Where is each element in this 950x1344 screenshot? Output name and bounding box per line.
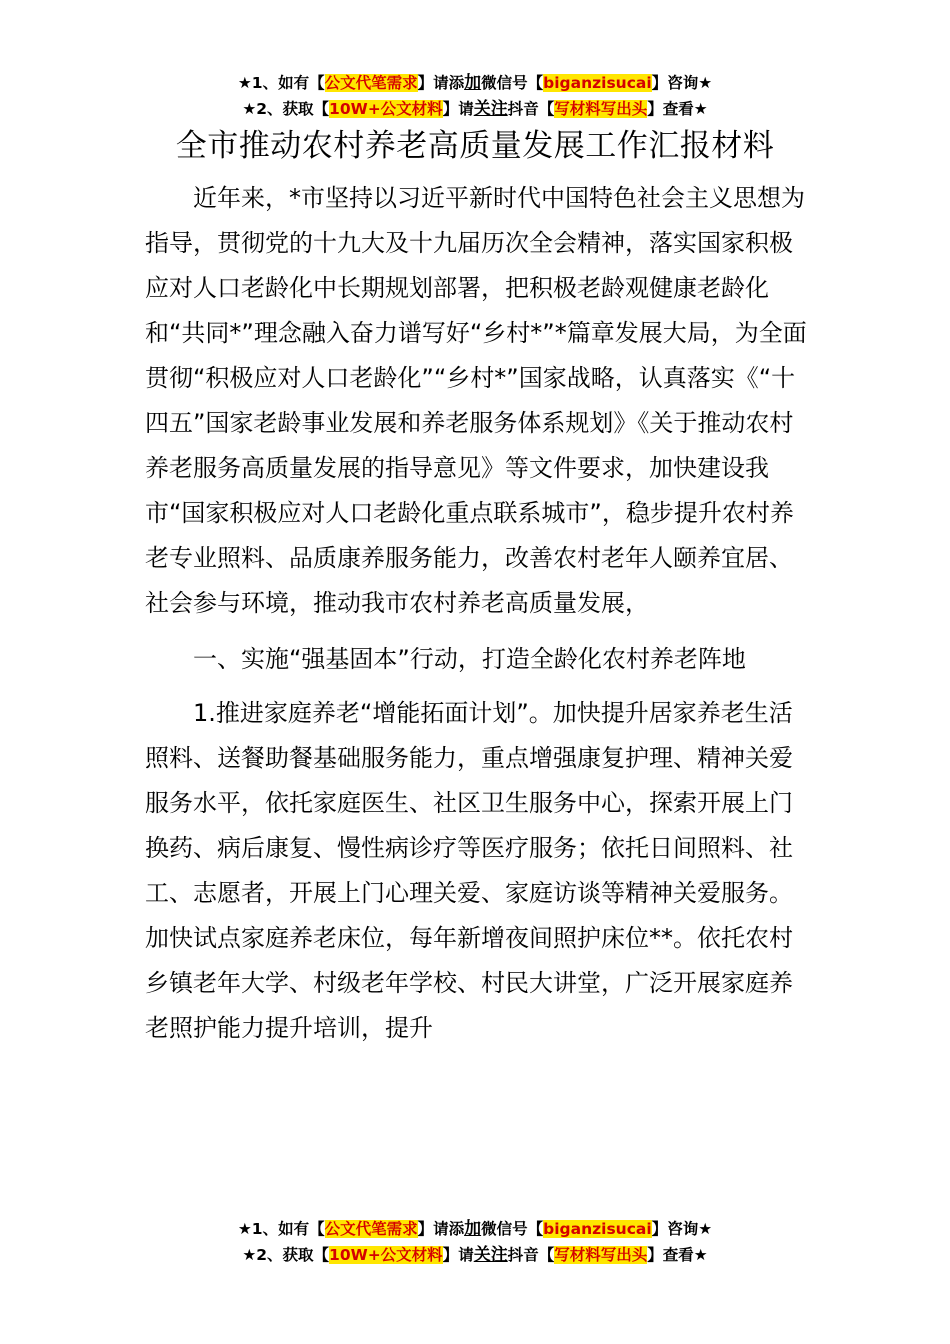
promo-text: 】咨询 — [651, 74, 699, 92]
document-title: 全市推动农村养老高质量发展工作汇报材料 — [175, 128, 775, 164]
promo-highlight-douyin: 写材料写出头 — [554, 1246, 648, 1264]
item-paragraph: 1.推进家庭养老“增能拓面计划”。加快提升居家养老生活照料、送餐助餐基础服务能力，重点增强康复护理、精神关爱服务水平，依托家庭医生、社区卫生服务中心，探索开展上门换药、病后康复、慢性病诊疗等医疗服务；依托日间照料、社工、志愿者，开展上门心理关爱、家庭访谈等精神关爱服务。加快试点家庭养老床位，每年新增夜间照护床位**。依托农村乡镇老年大学、村级老年学校、村民大讲堂，广泛开展家庭养老照护能力提升培训，提升 — [145, 699, 793, 1042]
promo-emphasis: 关注 — [473, 1245, 508, 1265]
promo-highlight-douyin: 写材料写出头 — [554, 100, 648, 118]
promo-text: 1、如有【 — [251, 74, 325, 92]
promo-text: 1、如有【 — [251, 1220, 325, 1238]
intro-paragraph: 近年来，*市坚持以习近平新时代中国特色社会主义思想为指导，贯彻党的十九大及十九届历次全会精神，落实国家积极应对人口老龄化中长期规划部署，把积极老龄观健康老龄化和“共同*”理念融入奋力谱写好“乡村*”*篇章发展大局，为全面贯彻“积极应对人口老龄化”“乡村*”国家战略，认真落实《“十四五”国家老龄事业发展和养老服务体系规划》《关于推动农村养老服务高质量发展的指导意见》等文件要求，加快建设我市“国家积极应对人口老龄化重点联系城市”，稳步提升农村养老专业照料、品质康养服务能力，改善农村老年人颐养宜居、社会参与环境，推动我市农村养老高质量发展， — [145, 184, 807, 617]
star-icon: ★ — [693, 1246, 708, 1264]
section-heading: 一、实施“强基固本”行动，打造全龄化农村养老阵地 — [193, 645, 746, 673]
promo-text: 】请 — [442, 1246, 474, 1264]
star-icon: ★ — [698, 74, 713, 92]
top-promo-banner — [0, 70, 950, 122]
promo-highlight: 公文代笔需求 — [324, 74, 418, 92]
bottom-promo-banner — [0, 1216, 950, 1268]
promo-text: 2、获取【 — [256, 100, 330, 118]
promo-line-1 — [0, 1216, 950, 1242]
promo-emphasis: 加 — [464, 73, 482, 93]
promo-text: 微信号【 — [481, 1220, 544, 1238]
promo-highlight-wechat-id: biganzisucai — [543, 74, 652, 92]
promo-text: 】咨询 — [651, 1220, 699, 1238]
promo-text: 】查看 — [647, 1246, 694, 1264]
promo-emphasis: 关注 — [473, 99, 508, 119]
promo-text: 抖音【 — [507, 1246, 555, 1264]
promo-line-2 — [0, 1242, 950, 1268]
promo-text: 2、获取【 — [256, 1246, 330, 1264]
promo-highlight: 10W+公文材料 — [329, 1246, 443, 1264]
star-icon: ★ — [237, 74, 252, 92]
promo-text: 抖音【 — [507, 100, 555, 118]
promo-highlight: 10W+公文材料 — [329, 100, 443, 118]
star-icon: ★ — [242, 100, 257, 118]
star-icon: ★ — [698, 1220, 713, 1238]
promo-text: 】请 — [442, 100, 474, 118]
promo-text: 】查看 — [647, 100, 694, 118]
star-icon: ★ — [237, 1220, 252, 1238]
promo-highlight: 公文代笔需求 — [324, 1220, 418, 1238]
promo-line-2 — [0, 96, 950, 122]
document-body — [145, 176, 810, 1051]
promo-line-1 — [0, 70, 950, 96]
promo-highlight-wechat-id: biganzisucai — [543, 1220, 652, 1238]
promo-emphasis: 加 — [464, 1219, 482, 1239]
promo-text: 】请添 — [417, 1220, 465, 1238]
promo-text: 微信号【 — [481, 74, 544, 92]
star-icon: ★ — [693, 100, 708, 118]
promo-text: 】请添 — [417, 74, 465, 92]
star-icon: ★ — [242, 1246, 257, 1264]
